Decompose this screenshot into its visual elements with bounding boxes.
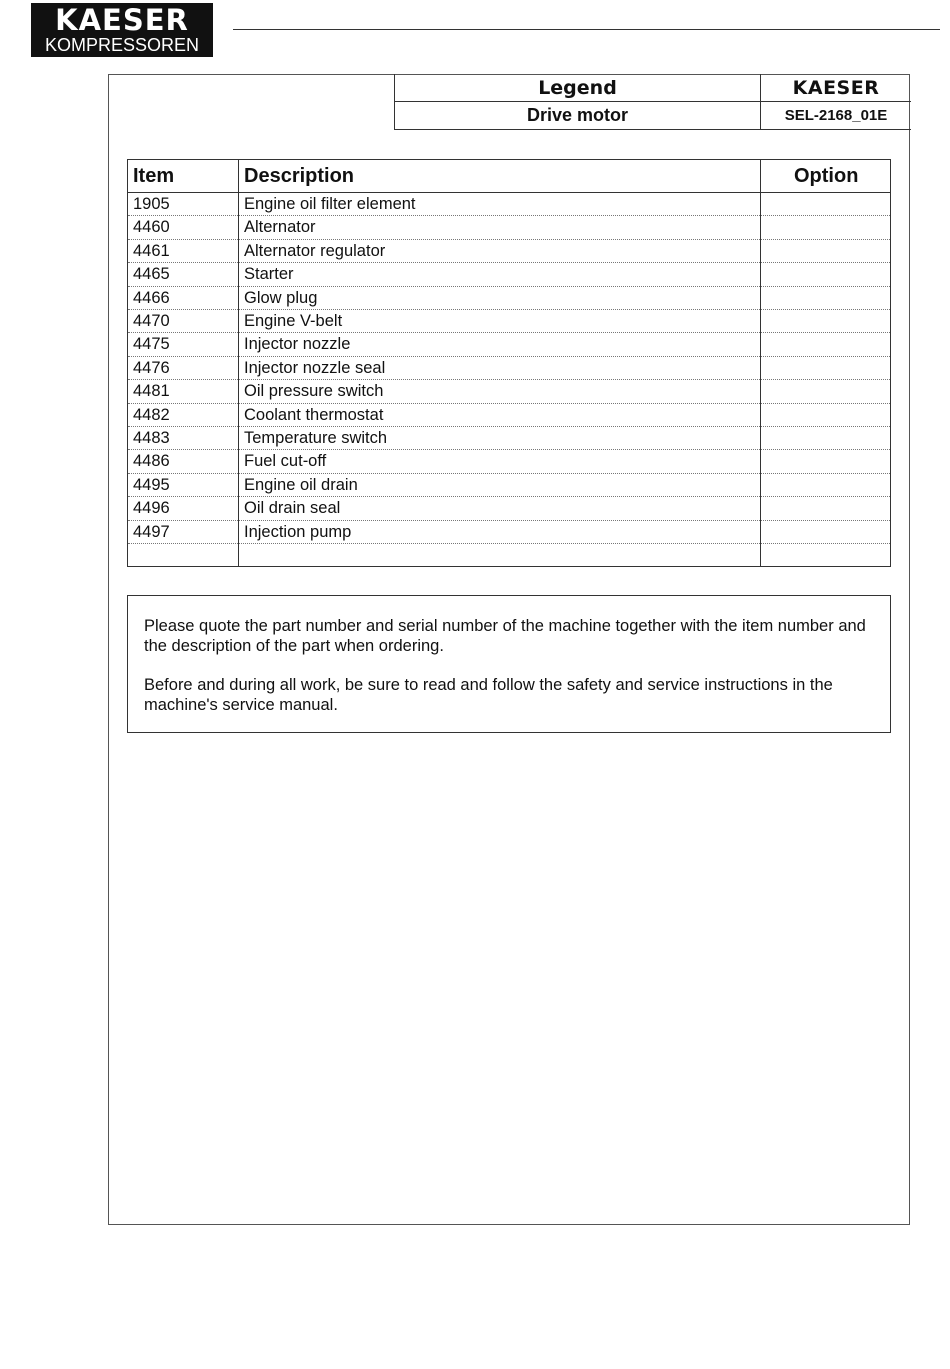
brand-label: KAESER [761,74,911,102]
table-row [128,263,890,286]
header-option: Option [794,165,859,187]
item-description: Engine oil filter element [244,195,416,213]
logo-line2: KOMPRESSOREN [44,35,200,55]
item-description: Temperature switch [244,429,388,447]
item-number: 1905 [133,195,170,213]
item-number: 4497 [133,522,170,541]
ordering-notes [127,595,891,733]
item-number: 4476 [133,358,170,377]
item-description: Engine oil drain [244,475,358,494]
item-description: Fuel cut-off [244,452,327,471]
table-row [128,497,890,520]
item-number: 4496 [133,499,170,518]
item-number: 4481 [133,382,170,401]
table-header [128,160,890,193]
document-title: Drive motor [395,102,761,129]
item-description: Oil pressure switch [244,382,384,401]
item-description: Alternator [244,218,316,237]
legend-label: Legend [395,74,761,102]
table-row [128,544,890,567]
item-description: Starter [244,265,294,284]
item-number: 4483 [133,429,170,447]
item-description: Injection pump [244,522,352,541]
item-description: Oil drain seal [244,499,341,518]
table-row [128,357,890,380]
item-number: 4460 [133,218,170,237]
item-number: 4466 [133,288,170,307]
table-row [128,193,890,216]
title-block [394,74,911,130]
item-number: 4495 [133,475,170,494]
item-description: Engine V-belt [244,312,343,330]
parts-table [127,159,891,567]
header-item: Item [133,165,175,187]
table-row [128,404,890,427]
table-row [128,450,890,473]
item-description: Alternator regulator [244,241,386,260]
table-row [128,427,890,450]
table-row [128,287,890,310]
header-description: Description [244,165,355,187]
item-description: Coolant thermostat [244,405,384,424]
item-number: 4482 [133,405,170,424]
safety-note: Before and during all work, be sure to read and follow the safety and service instructions in the machine's service manual. [144,676,833,714]
document-code: SEL-2168_01E [784,107,888,124]
table-row [128,240,890,263]
item-description: Injector nozzle [244,335,351,354]
item-number: 4475 [133,335,170,354]
logo-line1: KAESER [55,3,189,37]
item-number: 4486 [133,452,170,471]
item-number: 4465 [133,265,170,284]
item-description: Injector nozzle seal [244,358,386,377]
ordering-note: Please quote the part number and serial number of the machine together with the item number and the description of the part when ordering. [144,617,866,655]
table-row [128,310,890,333]
table-row [128,521,890,544]
item-number: 4461 [133,241,170,260]
item-number: 4470 [133,312,170,330]
table-row [128,380,890,403]
table-row [128,216,890,239]
table-row [128,333,890,356]
kaeser-logo [31,3,213,57]
table-row [128,474,890,497]
header-rule [233,29,940,30]
item-description: Glow plug [244,288,318,307]
